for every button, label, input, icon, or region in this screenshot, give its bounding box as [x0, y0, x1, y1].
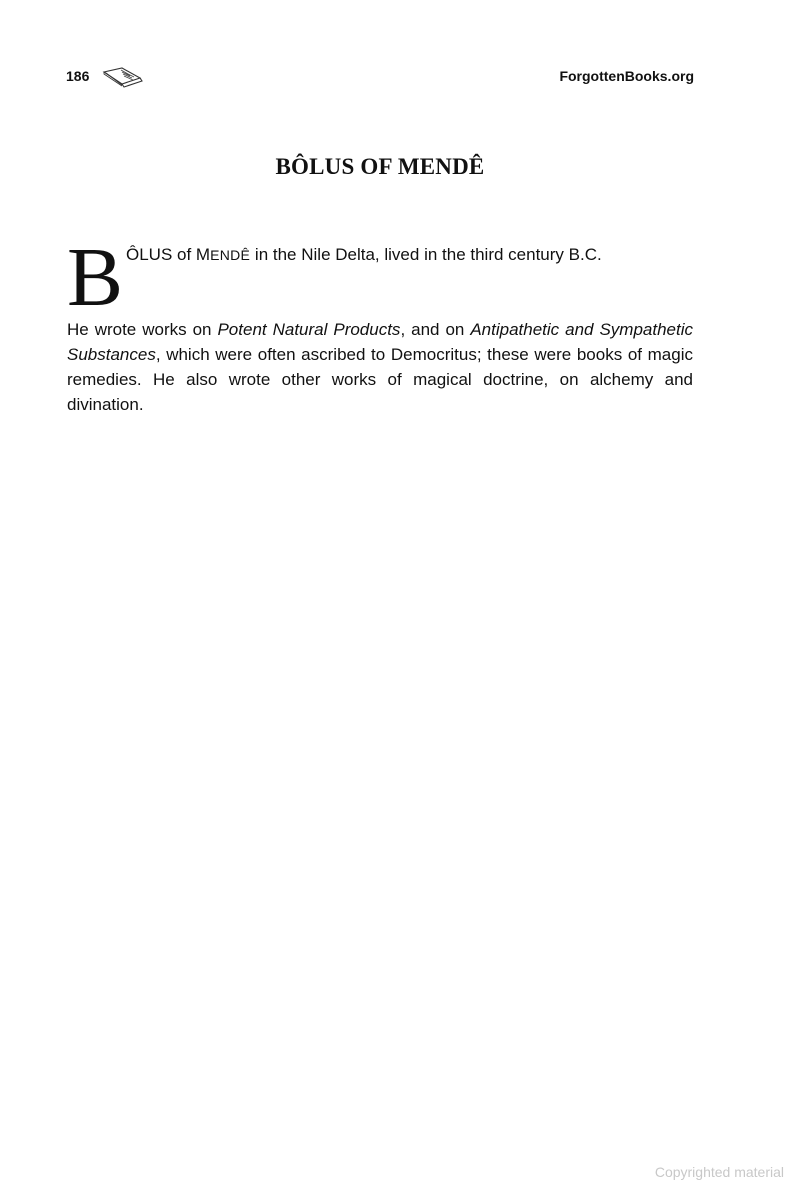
- first-line-smallcaps: ENDÊ: [210, 247, 251, 263]
- first-line: [126, 242, 602, 268]
- work-title-2: Antipathetic and Sympathetic Substances: [67, 320, 693, 364]
- first-line-text-1: ÔLUS of M: [126, 245, 211, 264]
- page-header: [66, 64, 694, 92]
- para-text-2: , and on: [400, 320, 471, 339]
- open-book-icon: [102, 64, 146, 90]
- first-line-text-2: in the Nile Delta, lived in the third century B.C.: [250, 245, 602, 264]
- para-text-3: , which were often ascribed to Democritus; these were books of magic remedies. He also wrote other works of magical doctrine, on alchemy and divination.: [67, 345, 693, 414]
- drop-cap: B: [67, 231, 124, 324]
- page-number: 186: [66, 68, 90, 84]
- copyright-watermark: Copyrighted material: [654, 1164, 784, 1180]
- work-title-1: Potent Natural Products: [217, 320, 401, 339]
- site-name: ForgottenBooks.org: [559, 68, 694, 84]
- chapter-title: BÔLUS OF MENDÊ: [275, 154, 485, 179]
- para-text-1: He wrote works on: [67, 320, 218, 339]
- body-paragraph: [67, 317, 693, 417]
